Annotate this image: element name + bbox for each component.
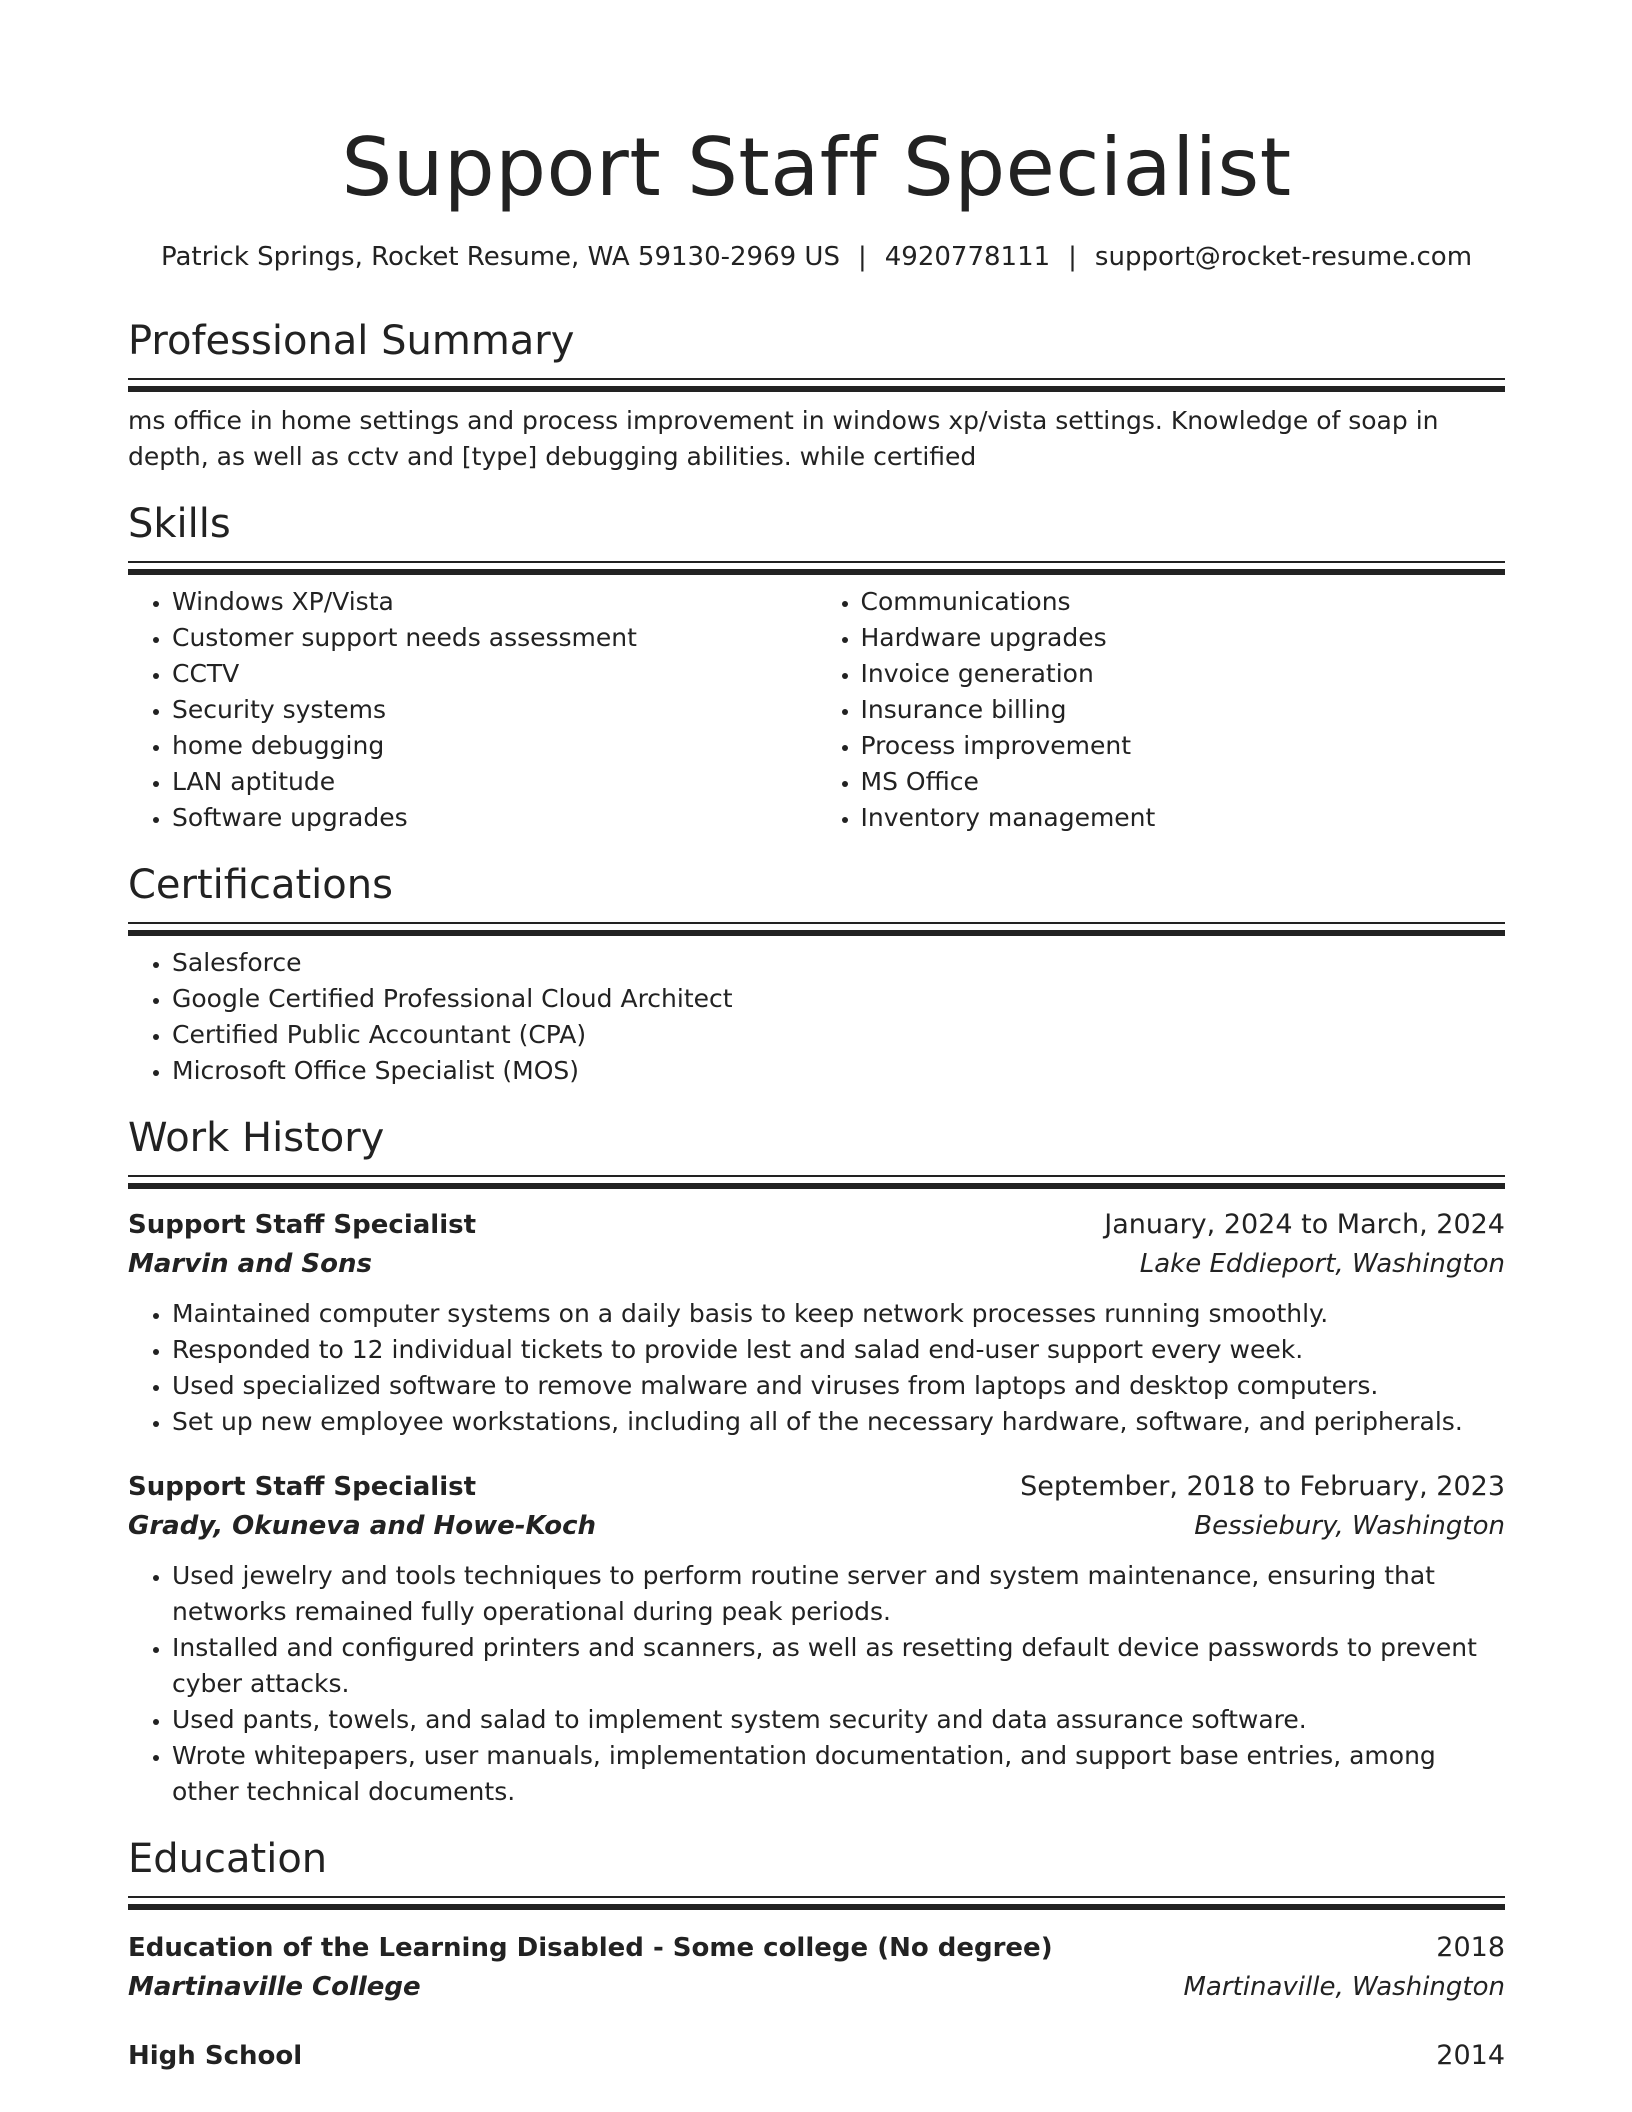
skill-item: • Invoice generation bbox=[861, 656, 1506, 692]
skills-section bbox=[128, 475, 1505, 836]
skills-grid bbox=[128, 584, 1505, 836]
education-header-row bbox=[128, 2037, 1505, 2075]
job-duties-list bbox=[128, 1296, 1505, 1440]
education-location: Martinaville, Washington bbox=[1183, 1972, 1505, 2002]
skill-item: • Communications bbox=[861, 584, 1506, 620]
job-company-row bbox=[128, 1506, 1505, 1546]
job-entry bbox=[128, 1206, 1505, 1440]
skill-item: • Process improvement bbox=[861, 728, 1506, 764]
education-degree: High School bbox=[128, 2041, 303, 2071]
job-company: Grady, Okuneva and Howe-Koch bbox=[128, 1511, 597, 1541]
section-divider bbox=[128, 1896, 1505, 1909]
job-location: Lake Eddieport, Washington bbox=[1139, 1249, 1505, 1279]
contact-phone: 4920778111 bbox=[884, 242, 1051, 272]
job-header-row bbox=[128, 1468, 1505, 1506]
education-entry bbox=[128, 1929, 1505, 2007]
job-duty-item: • Set up new employee workstations, including all of the necessary hardware, software, and peripherals. bbox=[172, 1404, 1505, 1440]
job-duty-item: • Used specialized software to remove malware and viruses from laptops and desktop computers. bbox=[172, 1368, 1505, 1404]
skills-list-left bbox=[128, 584, 817, 836]
contact-line bbox=[128, 240, 1505, 274]
job-header-row bbox=[128, 1206, 1505, 1244]
certification-item: • Microsoft Office Specialist (MOS) bbox=[172, 1053, 1505, 1089]
summary-section bbox=[128, 292, 1505, 475]
skill-item: • Insurance billing bbox=[861, 692, 1506, 728]
skill-item: • Customer support needs assessment bbox=[172, 620, 817, 656]
education-year: 2014 bbox=[1436, 2040, 1505, 2071]
section-title-work-history: Work History bbox=[128, 1115, 385, 1161]
education-year: 2018 bbox=[1436, 1932, 1505, 1963]
job-duty-item: • Maintained computer systems on a daily basis to keep network processes running smoothly. bbox=[172, 1296, 1505, 1332]
job-duty-item: • Wrote whitepapers, user manuals, implementation documentation, and support base entries, among other technical documents. bbox=[172, 1738, 1505, 1810]
skill-item: • MS Office bbox=[861, 764, 1506, 800]
resume-name: Support Staff Specialist bbox=[341, 121, 1292, 214]
education-entry bbox=[128, 2037, 1505, 2075]
work-history-section bbox=[128, 1089, 1505, 1810]
section-title-education: Education bbox=[128, 1836, 328, 1882]
skill-item: • Hardware upgrades bbox=[861, 620, 1506, 656]
job-duty-item: • Installed and configured printers and scanners, as well as resetting default device passwords to prevent cyber attacks. bbox=[172, 1630, 1505, 1702]
job-duty-item: • Used pants, towels, and salad to implement system security and data assurance software. bbox=[172, 1702, 1505, 1738]
job-dates: September, 2018 to February, 2023 bbox=[1020, 1471, 1505, 1502]
certifications-section bbox=[128, 836, 1505, 1089]
job-duty-item: • Used jewelry and tools techniques to perform routine server and system maintenance, ensuring that networks remained fully operational during peak periods. bbox=[172, 1558, 1505, 1630]
certification-item: • Certified Public Accountant (CPA) bbox=[172, 1017, 1505, 1053]
education-header-row bbox=[128, 1929, 1505, 1967]
job-company: Marvin and Sons bbox=[128, 1249, 372, 1279]
job-duty-item: • Responded to 12 individual tickets to provide lest and salad end-user support every week. bbox=[172, 1332, 1505, 1368]
section-divider bbox=[128, 922, 1505, 935]
contact-address: Patrick Springs, Rocket Resume, WA 59130-2969 US bbox=[160, 242, 840, 272]
certification-item: • Salesforce bbox=[172, 945, 1505, 981]
skills-list-right bbox=[817, 584, 1506, 836]
section-divider bbox=[128, 378, 1505, 391]
section-divider bbox=[128, 1175, 1505, 1188]
section-title-certifications: Certifications bbox=[128, 862, 393, 908]
skill-item: • Software upgrades bbox=[172, 800, 817, 836]
section-title-skills: Skills bbox=[128, 501, 231, 547]
skill-item: • home debugging bbox=[172, 728, 817, 764]
skill-item: • LAN aptitude bbox=[172, 764, 817, 800]
job-title: Support Staff Specialist bbox=[128, 1472, 477, 1502]
certification-item: • Google Certified Professional Cloud Architect bbox=[172, 981, 1505, 1017]
section-title-summary: Professional Summary bbox=[128, 318, 575, 364]
contact-separator: | bbox=[857, 242, 867, 272]
certifications-list bbox=[128, 945, 1505, 1089]
resume-content bbox=[128, 0, 1505, 2075]
education-school-row bbox=[128, 1967, 1505, 2007]
job-location: Bessiebury, Washington bbox=[1194, 1511, 1505, 1541]
contact-separator: | bbox=[1068, 242, 1077, 272]
summary-text: ms office in home settings and process improvement in windows xp/vista settings. Knowledge of soap in depth, as well as cctv and [type] debugging abilities. while certified bbox=[128, 406, 1439, 471]
skill-item: • Windows XP/Vista bbox=[172, 584, 817, 620]
section-divider bbox=[128, 561, 1505, 574]
skill-item: • Security systems bbox=[172, 692, 817, 728]
education-school: Martinaville College bbox=[128, 1972, 421, 2002]
skill-item: • Inventory management bbox=[861, 800, 1506, 836]
job-dates: January, 2024 to March, 2024 bbox=[1104, 1209, 1505, 1240]
job-company-row bbox=[128, 1244, 1505, 1284]
skill-item: • CCTV bbox=[172, 656, 817, 692]
education-section bbox=[128, 1810, 1505, 2075]
job-title: Support Staff Specialist bbox=[128, 1210, 477, 1240]
job-duties-list bbox=[128, 1558, 1505, 1810]
job-entry bbox=[128, 1468, 1505, 1810]
contact-email: support@rocket-resume.com bbox=[1094, 242, 1473, 272]
education-degree: Education of the Learning Disabled - Some college (No degree) bbox=[128, 1933, 1053, 1963]
